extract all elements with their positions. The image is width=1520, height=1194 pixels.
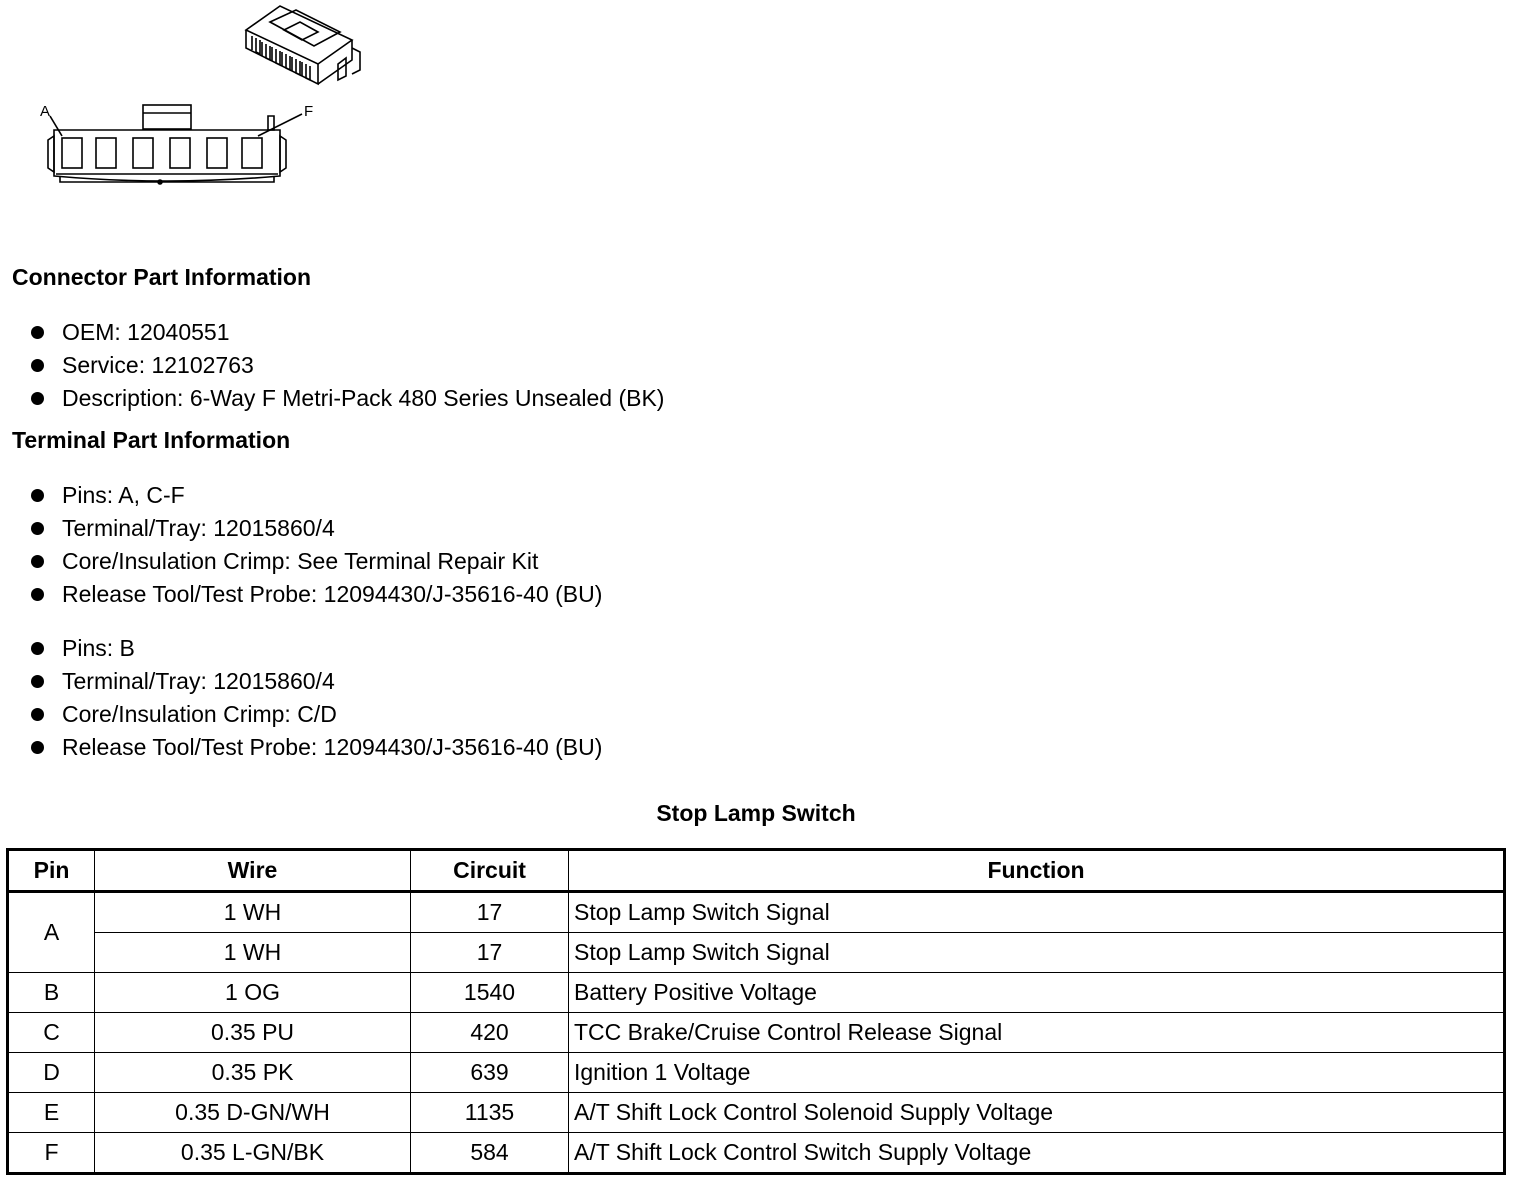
function-cell: Battery Positive Voltage — [569, 973, 1505, 1013]
list-item: Terminal/Tray: 12015860/4 — [30, 512, 602, 545]
list-item: Terminal/Tray: 12015860/4 — [30, 665, 602, 698]
list-item: Service: 12102763 — [30, 349, 664, 382]
wire-cell: 0.35 L-GN/BK — [95, 1133, 411, 1174]
connector-diagram — [0, 0, 380, 200]
circuit-cell: 420 — [411, 1013, 569, 1053]
column-header-wire: Wire — [95, 850, 411, 892]
table-row — [8, 1053, 1505, 1093]
wire-cell: 1 OG — [95, 973, 411, 1013]
function-cell: Stop Lamp Switch Signal — [569, 892, 1505, 933]
pin-cell: D — [8, 1053, 95, 1093]
table-row — [8, 973, 1505, 1013]
pin-f-label: F — [304, 103, 314, 120]
function-cell: TCC Brake/Cruise Control Release Signal — [569, 1013, 1505, 1053]
circuit-cell: 584 — [411, 1133, 569, 1174]
circuit-cell: 17 — [411, 933, 569, 973]
table-row — [8, 1133, 1505, 1174]
wire-cell: 0.35 PU — [95, 1013, 411, 1053]
column-header-function: Function — [569, 850, 1505, 892]
connector-part-info-list — [30, 316, 664, 415]
table-row — [8, 1093, 1505, 1133]
table-title: Stop Lamp Switch — [656, 800, 856, 826]
table-header-row — [8, 850, 1505, 892]
function-cell: A/T Shift Lock Control Solenoid Supply Voltage — [569, 1093, 1505, 1133]
connector-front-view-drawing — [48, 105, 302, 184]
list-item: Release Tool/Test Probe: 12094430/J-35616-40 (BU) — [30, 731, 602, 764]
function-cell: Ignition 1 Voltage — [569, 1053, 1505, 1093]
connector-isometric-drawing — [246, 6, 360, 84]
list-item: Core/Insulation Crimp: See Terminal Repair Kit — [30, 545, 602, 578]
bullet-icon — [31, 642, 44, 655]
pin-cell: B — [8, 973, 95, 1013]
pin-cell: C — [8, 1013, 95, 1053]
pin-a-label: A — [40, 103, 51, 120]
bullet-icon — [31, 708, 44, 721]
pin-cell: E — [8, 1093, 95, 1133]
wire-cell: 0.35 D-GN/WH — [95, 1093, 411, 1133]
wire-cell: 1 WH — [95, 933, 411, 973]
list-item: Pins: B — [30, 632, 602, 665]
list-item: OEM: 12040551 — [30, 316, 664, 349]
wire-cell: 0.35 PK — [95, 1053, 411, 1093]
circuit-cell: 1135 — [411, 1093, 569, 1133]
bullet-icon — [31, 522, 44, 535]
list-item: Core/Insulation Crimp: C/D — [30, 698, 602, 731]
bullet-icon — [31, 675, 44, 688]
column-header-pin: Pin — [8, 850, 95, 892]
pin-cell: F — [8, 1133, 95, 1174]
table-row — [8, 892, 1505, 933]
circuit-cell: 1540 — [411, 973, 569, 1013]
wire-cell: 1 WH — [95, 892, 411, 933]
list-item: Pins: A, C-F — [30, 479, 602, 512]
bullet-icon — [31, 359, 44, 372]
bullet-icon — [31, 741, 44, 754]
pinout-table — [6, 848, 1506, 1175]
connector-part-info-heading: Connector Part Information — [12, 264, 312, 290]
bullet-icon — [31, 392, 44, 405]
pin-cell: A — [8, 892, 95, 973]
bullet-icon — [31, 489, 44, 502]
table-row — [8, 1013, 1505, 1053]
terminal-part-info-list-1 — [30, 479, 602, 611]
table-row — [8, 933, 1505, 973]
list-item: Description: 6-Way F Metri-Pack 480 Series Unsealed (BK) — [30, 382, 664, 415]
terminal-part-info-list-2 — [30, 632, 602, 764]
terminal-part-info-heading: Terminal Part Information — [12, 427, 291, 453]
bullet-icon — [31, 588, 44, 601]
circuit-cell: 639 — [411, 1053, 569, 1093]
function-cell: Stop Lamp Switch Signal — [569, 933, 1505, 973]
circuit-cell: 17 — [411, 892, 569, 933]
bullet-icon — [31, 555, 44, 568]
bullet-icon — [31, 326, 44, 339]
function-cell: A/T Shift Lock Control Switch Supply Voltage — [569, 1133, 1505, 1174]
list-item: Release Tool/Test Probe: 12094430/J-35616-40 (BU) — [30, 578, 602, 611]
column-header-circuit: Circuit — [411, 850, 569, 892]
